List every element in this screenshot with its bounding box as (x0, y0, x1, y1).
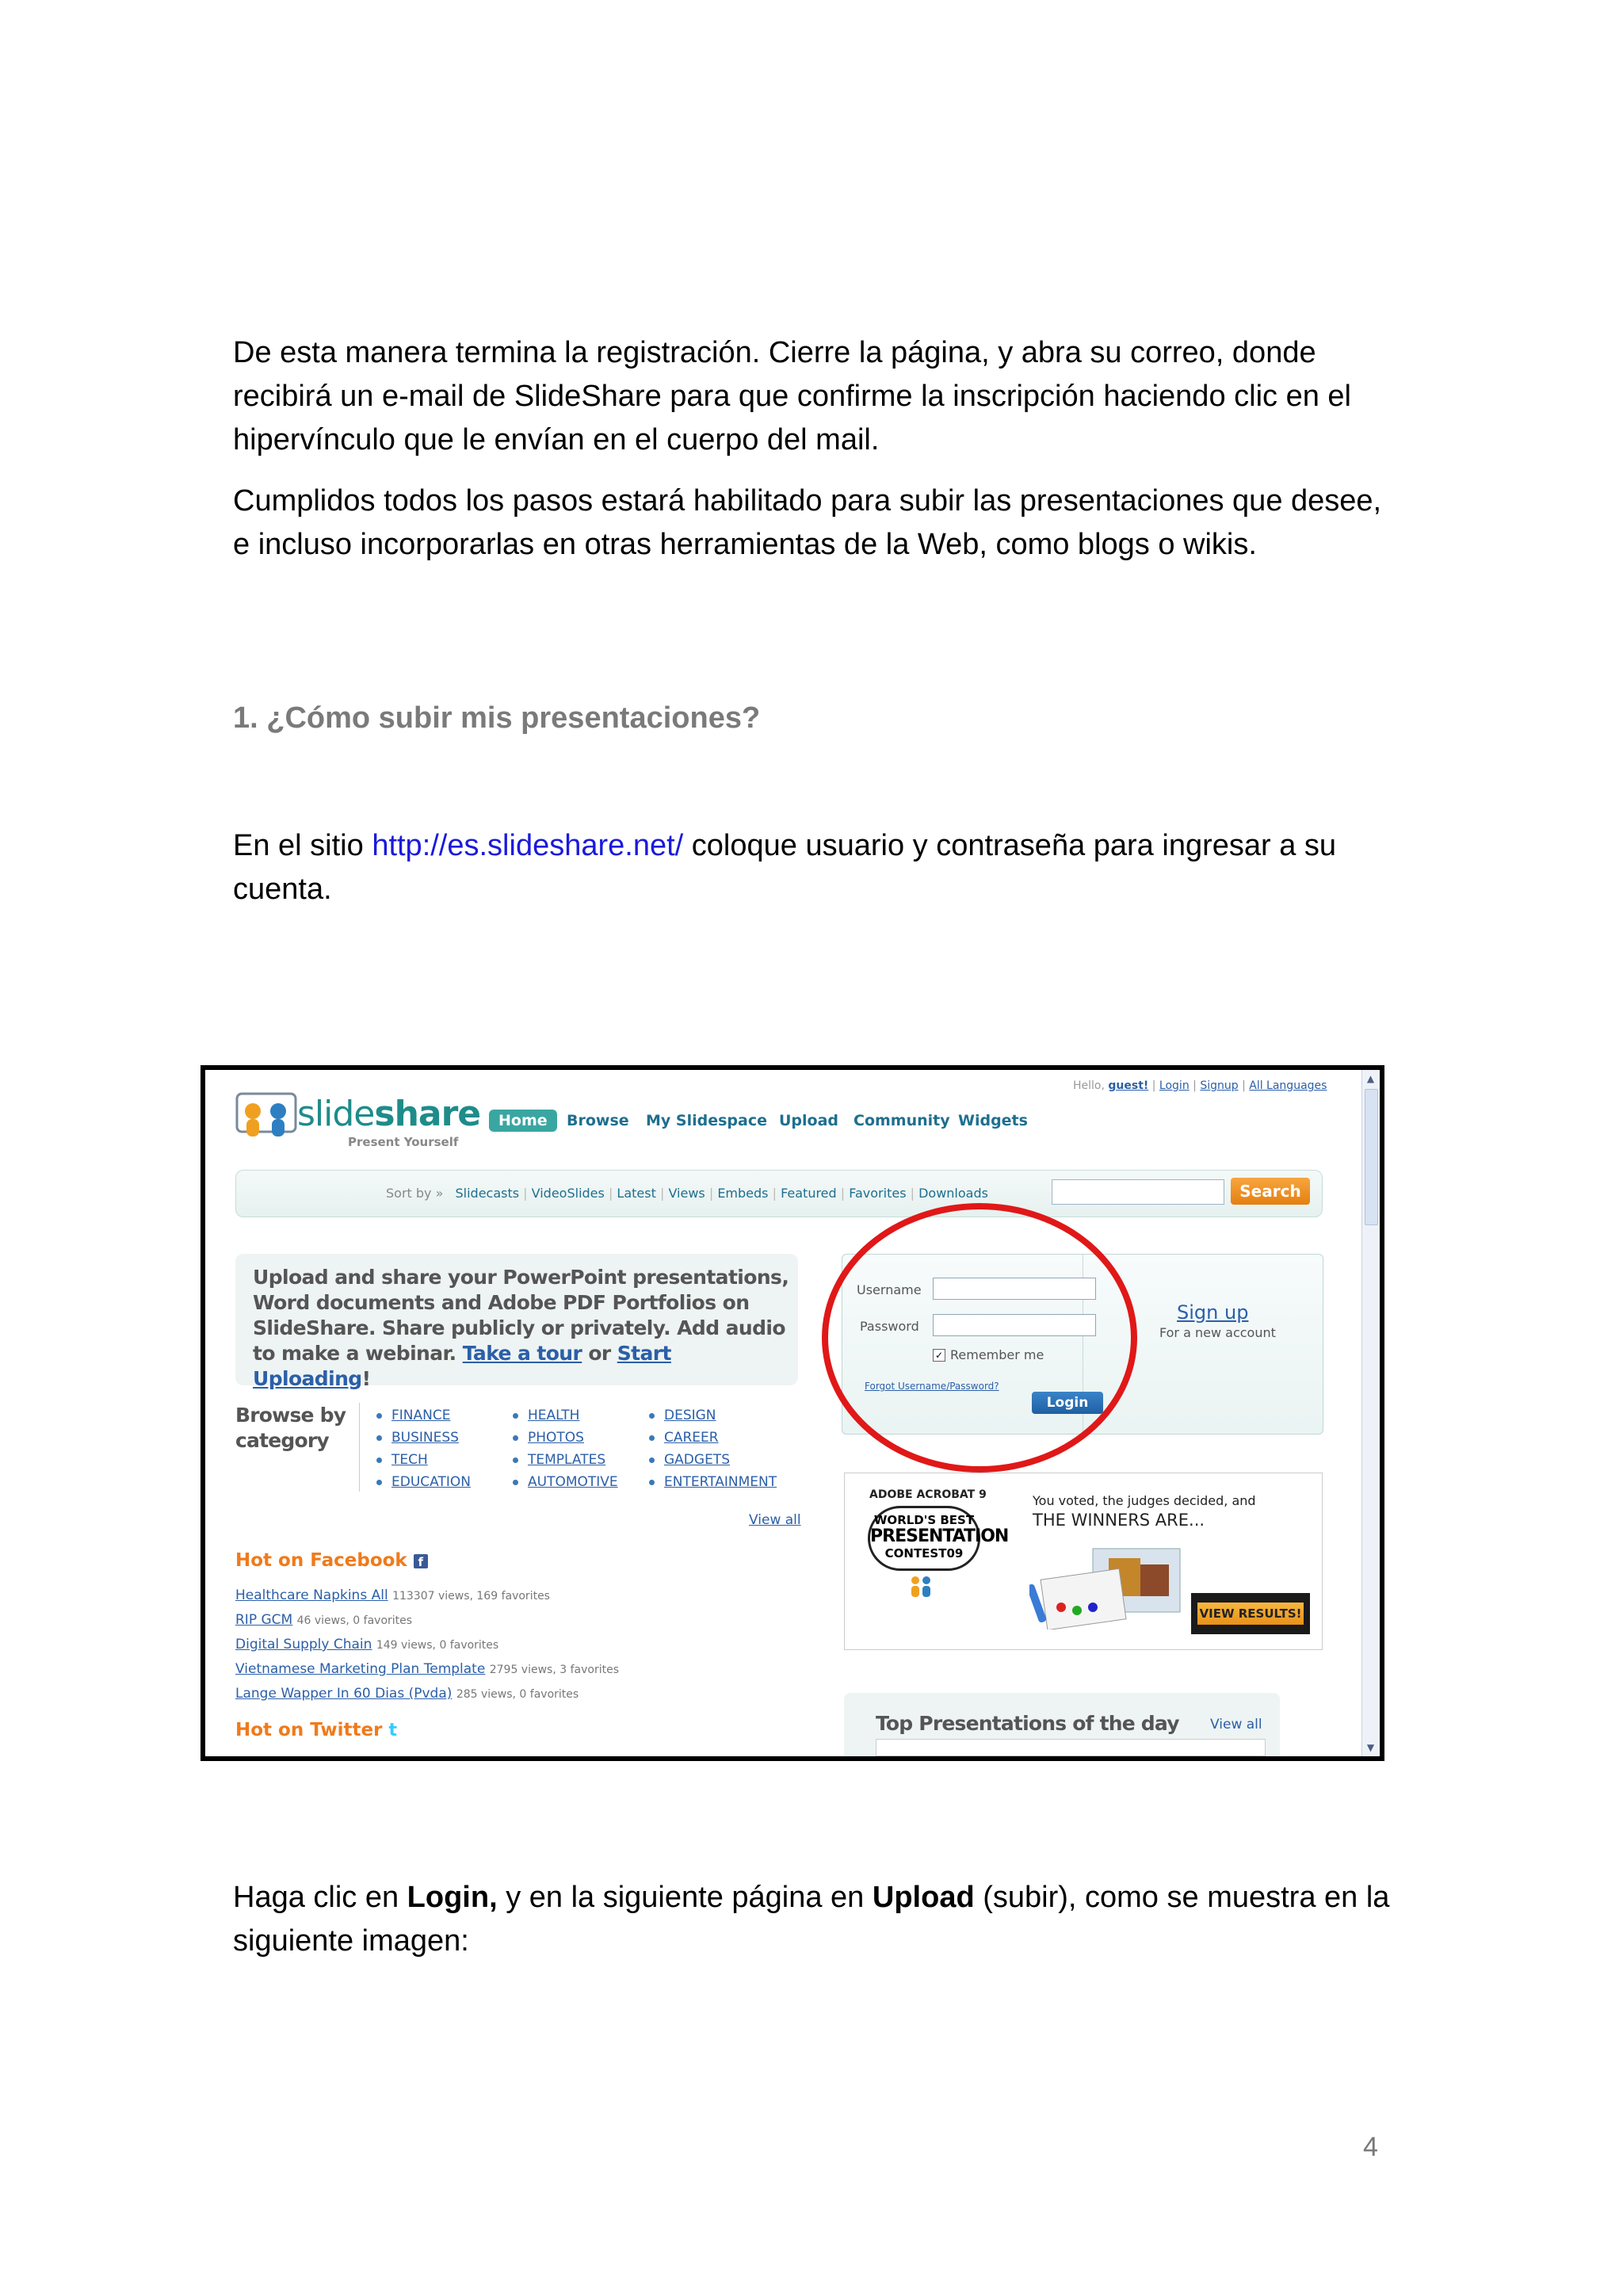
sort-downloads[interactable]: Downloads (918, 1186, 988, 1201)
section-heading: 1. ¿Cómo subir mis presentaciones? (233, 701, 761, 735)
hot-twitter-label: Hot on Twitter (235, 1720, 383, 1740)
list-item (235, 1608, 619, 1633)
logo-tagline: Present Yourself (348, 1135, 459, 1149)
contest-people-icon (909, 1576, 933, 1598)
scrollbar-thumb[interactable] (1365, 1089, 1378, 1225)
ad-line-3: CONTEST (884, 1546, 947, 1561)
category-automotive[interactable]: AUTOMOTIVE (528, 1474, 618, 1490)
promo-text (253, 1265, 792, 1392)
sort-links: Sort by » Slidecasts | VideoSlides | Latest | Views | Embeds | Featured | Favorites | Downloads (386, 1186, 988, 1201)
slideshare-logo-icon[interactable] (235, 1092, 299, 1140)
category-col-1 (376, 1404, 471, 1493)
list-item (235, 1633, 619, 1657)
sort-slidecasts[interactable]: Slidecasts (455, 1186, 520, 1201)
text-fragment: Haga clic en (233, 1881, 407, 1914)
top-signup-link[interactable]: Signup (1200, 1079, 1239, 1092)
top-login-link[interactable]: Login (1159, 1079, 1190, 1092)
nav-home[interactable]: Home (489, 1110, 557, 1132)
hello-text: Hello, (1073, 1079, 1109, 1092)
fb-item-title[interactable]: Digital Supply Chain (235, 1637, 372, 1652)
highlight-circle (822, 1203, 1137, 1473)
slideshare-url-link[interactable]: http://es.slideshare.net/ (372, 829, 684, 862)
category-tech[interactable]: TECH (391, 1452, 428, 1468)
login-button[interactable]: Login (1032, 1392, 1103, 1414)
start-uploading-link[interactable]: Start Uploading (253, 1342, 671, 1390)
paragraph-steps-complete: Cumplidos todos los pasos estará habilitado para subir las presentaciones que desee, e incluso incorporarlas en otras herramientas de la Web, como blogs o wikis. (233, 484, 1382, 561)
text-fragment: (subir), como se muestra en la siguiente imagen: (233, 1881, 1390, 1958)
view-results-button[interactable]: VIEW RESULTS! (1197, 1603, 1304, 1625)
category-design[interactable]: DESIGN (664, 1408, 716, 1423)
list-item (235, 1657, 619, 1682)
nav-widgets[interactable]: Widgets (958, 1112, 1028, 1129)
top-presentations-title: Top Presentations of the day (876, 1712, 1179, 1735)
remember-me-label: Remember me (950, 1347, 1044, 1362)
username-label: Username (857, 1282, 922, 1297)
bold-login: Login, (407, 1881, 498, 1914)
nav-browse[interactable]: Browse (567, 1112, 629, 1129)
bold-upload: Upload (872, 1881, 975, 1914)
promo-description: Upload and share your PowerPoint presentations, Word documents and Adobe PDF Portfolios on SlideShare. Share publicly or privately. Add audio to make a webinar. (253, 1266, 789, 1365)
page-number: 4 (1363, 2132, 1378, 2162)
category-col-2 (513, 1404, 618, 1493)
ad-brand: ADOBE ACROBAT 9 (869, 1488, 987, 1501)
paragraph-login-upload (233, 1876, 1406, 1963)
nav-my-slidespace[interactable]: My Slidespace (646, 1112, 767, 1129)
fb-item-stats: 113307 views, 169 favorites (392, 1590, 550, 1603)
category-col-3 (649, 1404, 777, 1493)
ad-line-1: WORLD'S BEST (873, 1513, 975, 1527)
search-button[interactable]: Search (1231, 1178, 1310, 1205)
fb-item-title[interactable]: Lange Wapper In 60 Dias (Pvda) (235, 1686, 453, 1702)
contest-badge-icon (868, 1506, 1009, 1571)
view-all-categories-link[interactable]: View all (749, 1512, 801, 1528)
facebook-icon: f (414, 1554, 428, 1568)
guest-link[interactable]: guest! (1108, 1079, 1149, 1092)
separator: | (1238, 1079, 1250, 1092)
forgot-password-link[interactable]: Forgot Username/Password? (865, 1381, 999, 1392)
text-fragment: y en la siguiente página en (497, 1881, 873, 1914)
text-fragment: coloque usuario y contraseña para ingresar a su cuenta. (233, 829, 1337, 906)
top-links (1073, 1079, 1327, 1092)
sort-featured[interactable]: Featured (781, 1186, 837, 1201)
browse-divider (359, 1403, 360, 1492)
sort-latest[interactable]: Latest (617, 1186, 656, 1201)
sort-favorites[interactable]: Favorites (849, 1186, 907, 1201)
fb-item-title[interactable]: Healthcare Napkins All (235, 1587, 388, 1603)
fb-item-title[interactable]: Vietnamese Marketing Plan Template (235, 1661, 486, 1677)
ad-voted-text: You voted, the judges decided, and (1033, 1493, 1256, 1508)
separator: | (1189, 1079, 1201, 1092)
logo-share: share (374, 1094, 481, 1134)
ad-year: 09 (946, 1546, 964, 1561)
ad-illustration-icon (1029, 1544, 1196, 1629)
top-view-all-link[interactable]: View all (1210, 1717, 1262, 1733)
promo-end: ! (361, 1367, 371, 1390)
category-business[interactable]: BUSINESS (391, 1430, 459, 1446)
slideshare-screenshot (200, 1065, 1384, 1761)
signup-link[interactable]: Sign up (1177, 1301, 1249, 1324)
hot-facebook-label: Hot on Facebook (235, 1550, 407, 1571)
category-photos[interactable]: PHOTOS (528, 1430, 584, 1446)
category-career[interactable]: CAREER (664, 1430, 719, 1446)
ad-winners-text: THE WINNERS ARE... (1033, 1511, 1205, 1530)
hot-facebook-title (235, 1550, 428, 1571)
browse-title: Browse by category (235, 1404, 346, 1452)
category-finance[interactable]: FINANCE (391, 1408, 451, 1423)
logo-wordmark[interactable] (297, 1094, 480, 1134)
twitter-icon: t (388, 1721, 398, 1740)
take-a-tour-link[interactable]: Take a tour (462, 1342, 582, 1365)
paragraph-site-login (233, 824, 1406, 911)
signup-subtext: For a new account (1159, 1325, 1276, 1340)
fb-item-stats: 285 views, 0 favorites (456, 1688, 579, 1701)
logo-slide: slide (297, 1094, 375, 1134)
scroll-up-icon[interactable]: ▲ (1366, 1073, 1375, 1084)
paragraph-registration: De esta manera termina la registración. Cierre la página, y abra su correo, donde recibirá un e-mail de SlideShare para que confirme la inscripción haciendo clic en el hipervínculo que le envían en el cuerpo del mail. (233, 336, 1351, 457)
scrollbar[interactable] (1361, 1070, 1380, 1756)
category-templates[interactable]: TEMPLATES (528, 1452, 606, 1468)
category-gadgets[interactable]: GADGETS (664, 1452, 730, 1468)
nav-community[interactable]: Community (854, 1112, 950, 1129)
promo-or: or (582, 1342, 617, 1365)
category-health[interactable]: HEALTH (528, 1408, 580, 1423)
remember-me-checkbox[interactable]: ✓ (933, 1349, 945, 1362)
ad-line-2: PRESENTATION (870, 1526, 1009, 1546)
sort-videoslides[interactable]: VideoSlides (531, 1186, 605, 1201)
hot-twitter-title (235, 1720, 397, 1740)
category-education[interactable]: EDUCATION (391, 1474, 471, 1490)
fb-item-stats: 46 views, 0 favorites (296, 1614, 413, 1627)
category-entertainment[interactable]: ENTERTAINMENT (664, 1474, 777, 1490)
fb-item-stats: 149 views, 0 favorites (376, 1639, 499, 1652)
password-label: Password (860, 1319, 919, 1334)
separator: | (1148, 1079, 1159, 1092)
all-languages-link[interactable]: All Languages (1249, 1079, 1327, 1092)
sort-label: Sort by » (386, 1186, 444, 1201)
sort-views[interactable]: Views (668, 1186, 705, 1201)
search-input[interactable] (1052, 1179, 1224, 1205)
list-item (235, 1682, 619, 1706)
nav-upload[interactable]: Upload (779, 1112, 839, 1129)
scroll-down-icon[interactable]: ▼ (1366, 1742, 1375, 1753)
text-fragment: En el sitio (233, 829, 372, 862)
sort-embeds[interactable]: Embeds (717, 1186, 769, 1201)
top-presentations-list (876, 1739, 1266, 1756)
fb-item-stats: 2795 views, 3 favorites (489, 1664, 619, 1676)
list-item (235, 1584, 619, 1608)
facebook-list (235, 1584, 619, 1706)
fb-item-title[interactable]: RIP GCM (235, 1612, 293, 1628)
